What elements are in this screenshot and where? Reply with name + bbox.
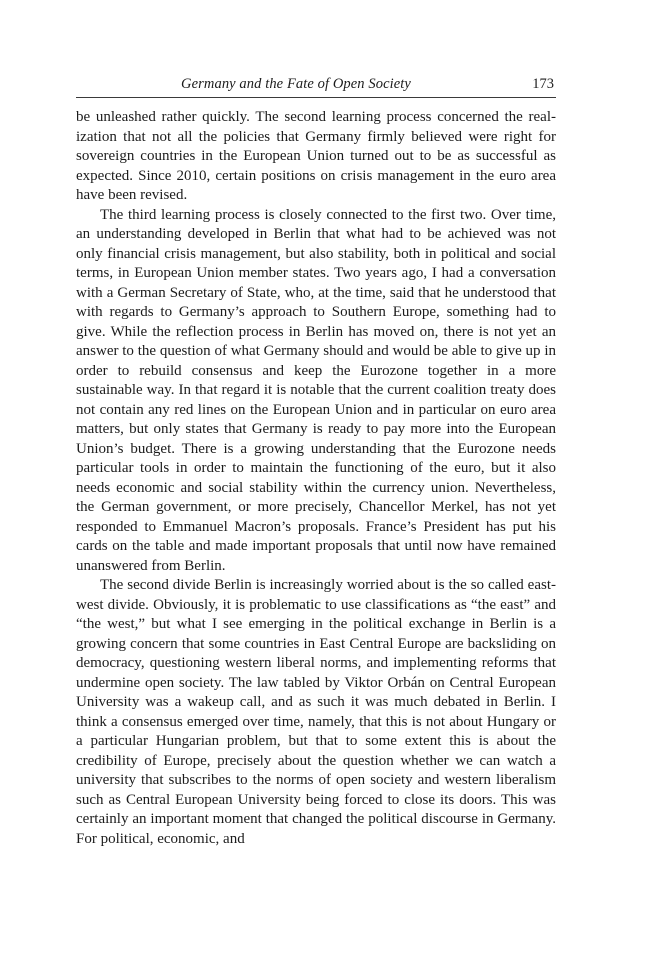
body-text [76, 108, 556, 849]
paragraph: The third learning process is closely connected to the first two. Over time, an understanding developed in Berlin that what had to be achieved was not only financial crisis management, but also stability, both in political and social terms, in European Union member states. Two years ago, I had a conversation with a German Secretary of State, who, at the time, said that he understood that with regards to Germany’s approach to Southern Europe, something had to give. While the reflection process in Berlin has moved on, there is not yet an answer to the question of what Germany should and would be able to give up in order to rebuild consensus and keep the Eurozone together in a more sustainable way. In that regard it is notable that the current coalition treaty does not contain any red lines on the European Union and in particular on euro area matters, but only states that Germany is ready to pay more into the European Union’s budget. There is a growing understanding that the Eurozone needs particular tools in order to maintain the functioning of the euro, but it also needs economic and social stability within the currency union. Nevertheless, the German government, or more precisely, Chancellor Merkel, has not yet responded to Emmanuel Macron’s proposals. France’s President has put his cards on the table and made important proposals that until now have remained unanswered from Berlin. [76, 206, 556, 574]
page-number: 173 [532, 76, 554, 92]
running-head [76, 73, 556, 98]
running-title: Germany and the Fate of Open Society [181, 76, 411, 92]
paragraph: be unleashed rather quickly. The second learning process concerned the realization that not all the policies that Germany firmly believed were right for sovereign countries in the European Union turned out to be as successful as expected. Since 2010, certain positions on crisis management in the euro area have been revised. [76, 109, 556, 203]
paragraph: The second divide Berlin is increasingly worried about is the so called east-west divide. Obviously, it is problematic to use classifications as “the east” and “the west,” but what I see emerging in the political exchange in Berlin is a growing concern that some countries in East Central Europe are backsliding on democracy, questioning western liberal norms, and implementing reforms that undermine open society. The law tabled by Viktor Orbán on Central European University was a wakeup call, and as such it was much debated in Berlin. I think a consensus emerged over time, namely, that this is not about Hungary or a particular Hungarian problem, but that to some extent this is about the credibility of Europe, precisely about the question whether we can watch a university that subscribes to the norms of open society and western liberalism such as Central European University being forced to close its doors. This was certainly an important moment that changed the political discourse in Germany. For political, economic, and [76, 577, 556, 847]
